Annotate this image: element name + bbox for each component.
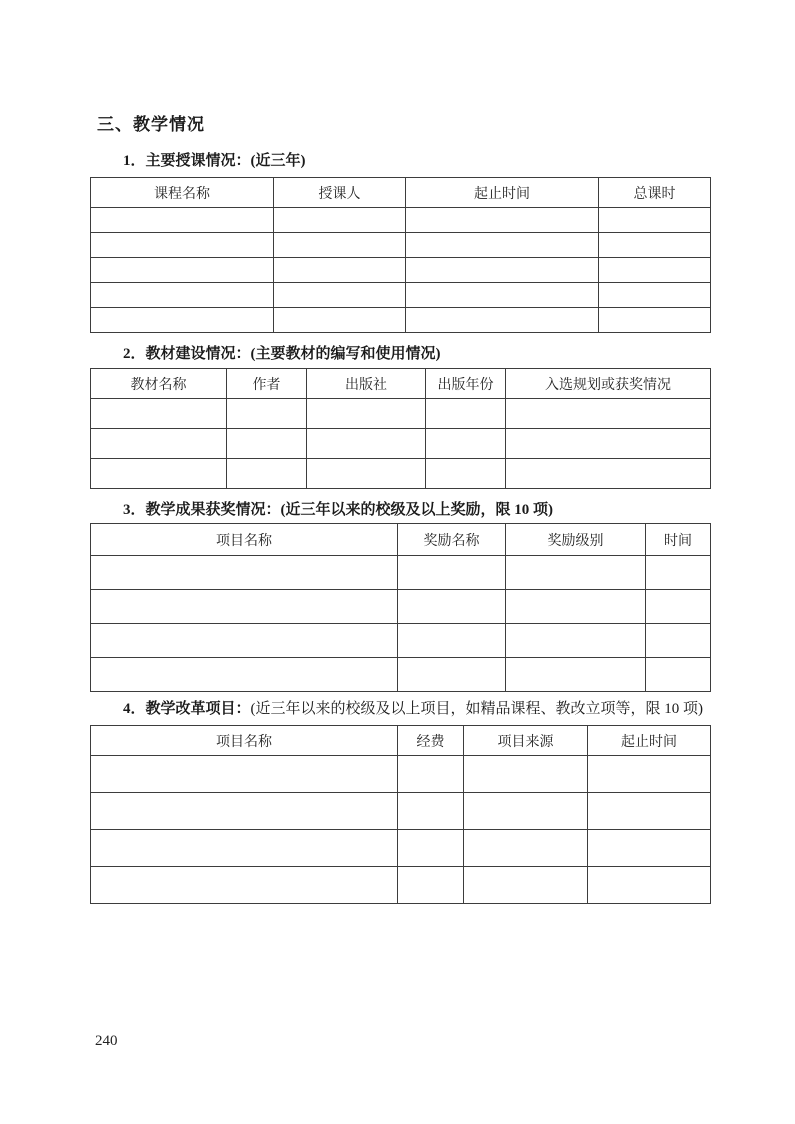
courses-table <box>90 177 711 333</box>
section-textbook-development <box>0 345 795 489</box>
section-4-heading <box>123 700 795 719</box>
empty-cell <box>91 233 274 258</box>
empty-cell <box>274 233 406 258</box>
empty-cell <box>91 399 227 429</box>
empty-cell <box>506 658 646 692</box>
section-1-heading <box>123 152 795 171</box>
table-row <box>91 429 711 459</box>
empty-cell <box>91 459 227 489</box>
table-row <box>91 308 711 333</box>
section-teaching-awards <box>0 501 795 692</box>
table-row <box>91 283 711 308</box>
empty-cell <box>506 556 646 590</box>
section-3-heading <box>123 501 795 520</box>
table-row <box>91 867 711 904</box>
empty-cell <box>506 399 711 429</box>
empty-cell <box>274 283 406 308</box>
table-header-row <box>91 178 711 208</box>
table-row <box>91 399 711 429</box>
column-header: 总课时 <box>599 178 711 208</box>
table-header-row <box>91 524 711 556</box>
section-main-courses <box>0 152 795 333</box>
table-row <box>91 830 711 867</box>
empty-cell <box>588 793 711 830</box>
empty-cell <box>398 867 464 904</box>
empty-cell <box>599 283 711 308</box>
empty-cell <box>464 793 588 830</box>
table-row <box>91 233 711 258</box>
empty-cell <box>646 624 711 658</box>
section-2-heading-lead: 2．教材建设情况：(主要教材的编写和使用情况) <box>123 346 441 362</box>
document-title: 三、教学情况 <box>97 115 205 134</box>
section-teaching-reform-projects <box>0 700 795 904</box>
empty-cell <box>91 867 398 904</box>
empty-cell <box>91 793 398 830</box>
empty-cell <box>398 624 506 658</box>
empty-cell <box>91 658 398 692</box>
column-header: 项目来源 <box>464 726 588 756</box>
column-header: 授课人 <box>274 178 406 208</box>
empty-cell <box>406 308 599 333</box>
empty-cell <box>599 233 711 258</box>
empty-cell <box>426 429 506 459</box>
table-row <box>91 208 711 233</box>
empty-cell <box>506 590 646 624</box>
empty-cell <box>599 258 711 283</box>
empty-cell <box>506 624 646 658</box>
column-header: 出版年份 <box>426 369 506 399</box>
section-4-heading-note: (近三年以来的校级及以上项目，如精品课程、教改立项等，限 10 项) <box>250 701 704 717</box>
empty-cell <box>91 208 274 233</box>
empty-cell <box>599 208 711 233</box>
table-row <box>91 793 711 830</box>
column-header: 时间 <box>646 524 711 556</box>
column-header: 起止时间 <box>406 178 599 208</box>
empty-cell <box>426 399 506 429</box>
page-number: 240 <box>95 1033 118 1049</box>
empty-cell <box>588 867 711 904</box>
section-2-heading <box>123 345 795 364</box>
column-header: 课程名称 <box>91 178 274 208</box>
teaching-awards-table <box>90 523 711 692</box>
empty-cell <box>599 308 711 333</box>
empty-cell <box>464 756 588 793</box>
table-row <box>91 459 711 489</box>
table-row <box>91 258 711 283</box>
empty-cell <box>646 658 711 692</box>
empty-cell <box>646 590 711 624</box>
column-header: 奖励名称 <box>398 524 506 556</box>
empty-cell <box>464 830 588 867</box>
column-header: 入选规划或获奖情况 <box>506 369 711 399</box>
empty-cell <box>91 624 398 658</box>
empty-cell <box>464 867 588 904</box>
empty-cell <box>227 399 307 429</box>
empty-cell <box>406 208 599 233</box>
empty-cell <box>274 208 406 233</box>
empty-cell <box>588 756 711 793</box>
table-row <box>91 590 711 624</box>
table-row <box>91 624 711 658</box>
empty-cell <box>91 429 227 459</box>
empty-cell <box>506 459 711 489</box>
empty-cell <box>426 459 506 489</box>
empty-cell <box>307 459 426 489</box>
empty-cell <box>274 308 406 333</box>
empty-cell <box>506 429 711 459</box>
table-row <box>91 556 711 590</box>
empty-cell <box>398 756 464 793</box>
empty-cell <box>398 556 506 590</box>
section-4-heading-lead: 4．教学改革项目： <box>123 701 251 717</box>
empty-cell <box>91 756 398 793</box>
column-header: 项目名称 <box>91 524 398 556</box>
empty-cell <box>406 233 599 258</box>
table-header-row <box>91 369 711 399</box>
table-header-row <box>91 726 711 756</box>
empty-cell <box>398 658 506 692</box>
section-1-heading-lead: 1．主要授课情况：(近三年) <box>123 153 306 169</box>
empty-cell <box>307 399 426 429</box>
column-header: 作者 <box>227 369 307 399</box>
empty-cell <box>91 283 274 308</box>
empty-cell <box>227 459 307 489</box>
empty-cell <box>588 830 711 867</box>
section-3-heading-lead: 3．教学成果获奖情况：(近三年以来的校级及以上奖励，限 10 项) <box>123 502 553 518</box>
empty-cell <box>307 429 426 459</box>
teaching-reform-projects-table <box>90 725 711 904</box>
empty-cell <box>91 556 398 590</box>
empty-cell <box>646 556 711 590</box>
empty-cell <box>398 793 464 830</box>
empty-cell <box>91 258 274 283</box>
empty-cell <box>91 308 274 333</box>
textbooks-table <box>90 368 711 489</box>
empty-cell <box>91 590 398 624</box>
table-row <box>91 658 711 692</box>
empty-cell <box>227 429 307 459</box>
empty-cell <box>398 830 464 867</box>
empty-cell <box>398 590 506 624</box>
empty-cell <box>406 283 599 308</box>
empty-cell <box>406 258 599 283</box>
column-header: 起止时间 <box>588 726 711 756</box>
column-header: 出版社 <box>307 369 426 399</box>
column-header: 经费 <box>398 726 464 756</box>
table-row <box>91 756 711 793</box>
empty-cell <box>91 830 398 867</box>
empty-cell <box>274 258 406 283</box>
column-header: 教材名称 <box>91 369 227 399</box>
column-header: 奖励级别 <box>506 524 646 556</box>
column-header: 项目名称 <box>91 726 398 756</box>
